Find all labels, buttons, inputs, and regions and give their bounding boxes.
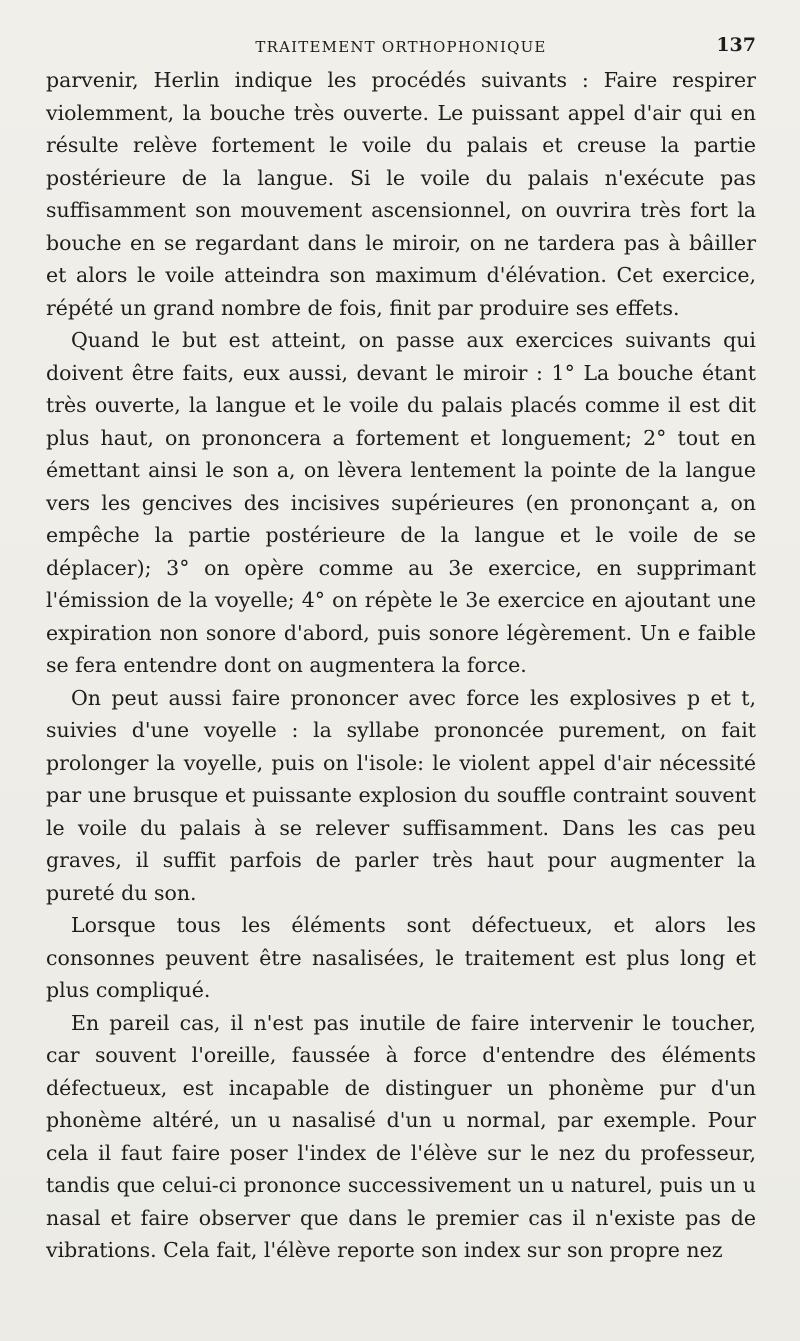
paragraph-3: On peut aussi faire prononcer avec force les explosives p et t, suivies d'une voyelle : la syllabe prononcée purement, on fait prolonger la voyelle, puis on l'isole: le violent appel d'air nécessité par une brusque et puissante explosion du souffle contraint souvent le voile du palais à se relever suffisamment. Dans les cas peu graves, il suffit parfois de parler très haut pour augmenter la pureté du son. (46, 685, 756, 905)
paragraph-5: En pareil cas, il n'est pas inutile de faire intervenir le toucher, car souvent l'oreille, faussée à force d'entendre des éléments défectueux, est incapable de distinguer un phonème pur d'un phonème altéré, un u nasalisé d'un u normal, par exemple. Pour cela il faut faire poser l'index de l'élève sur le nez du professeur, tandis que celui-ci prononce successivement un u naturel, puis un u nasal et faire observer que dans le premier cas il n'existe pas de vibrations. Cela fait, l'élève reporte son index sur son propre nez (46, 1010, 756, 1262)
body-text (46, 64, 756, 1267)
running-title: TRAITEMENT ORTHOPHONIQUE (255, 38, 547, 56)
page-number: 137 (716, 34, 756, 56)
paragraph-4: Lorsque tous les éléments sont défectueux, et alors les consonnes peuvent être nasalisées, le traitement est plus long et plus compliqué. (46, 913, 756, 1002)
paragraph-1: parvenir, Herlin indique les procédés suivants : Faire respirer violemment, la bouche très ouverte. Le puissant appel d'air qui en résulte relève fortement le voile du palais et creuse la partie postérieure de la langue. Si le voile du palais n'exécute pas suffisamment son mouvement ascensionnel, on ouvrira très fort la bouche en se regardant dans le miroir, on ne tardera pas à bâiller et alors le voile atteindra son maximum d'élévation. Cet exercice, répété un grand nombre de fois, finit par produire ses effets. (46, 68, 756, 320)
paragraph-2: Quand le but est atteint, on passe aux exercices suivants qui doivent être faits, eux aussi, devant le miroir : 1° La bouche étant très ouverte, la langue et le voile du palais placés comme il est dit plus haut, on prononcera a fortement et longuement; 2° tout en émettant ainsi le son a, on lèvera lentement la pointe de la langue vers les gencives des incisives supérieures (en prononçant a, on empêche la partie postérieure de la langue et le voile de se déplacer); 3° on opère comme au 3e exercice, en supprimant l'émission de la voyelle; 4° on répète le 3e exercice en ajoutant une expiration non sonore d'abord, puis sonore légèrement. Un e faible se fera entendre dont on augmentera la force. (46, 328, 756, 677)
running-head (46, 0, 756, 64)
